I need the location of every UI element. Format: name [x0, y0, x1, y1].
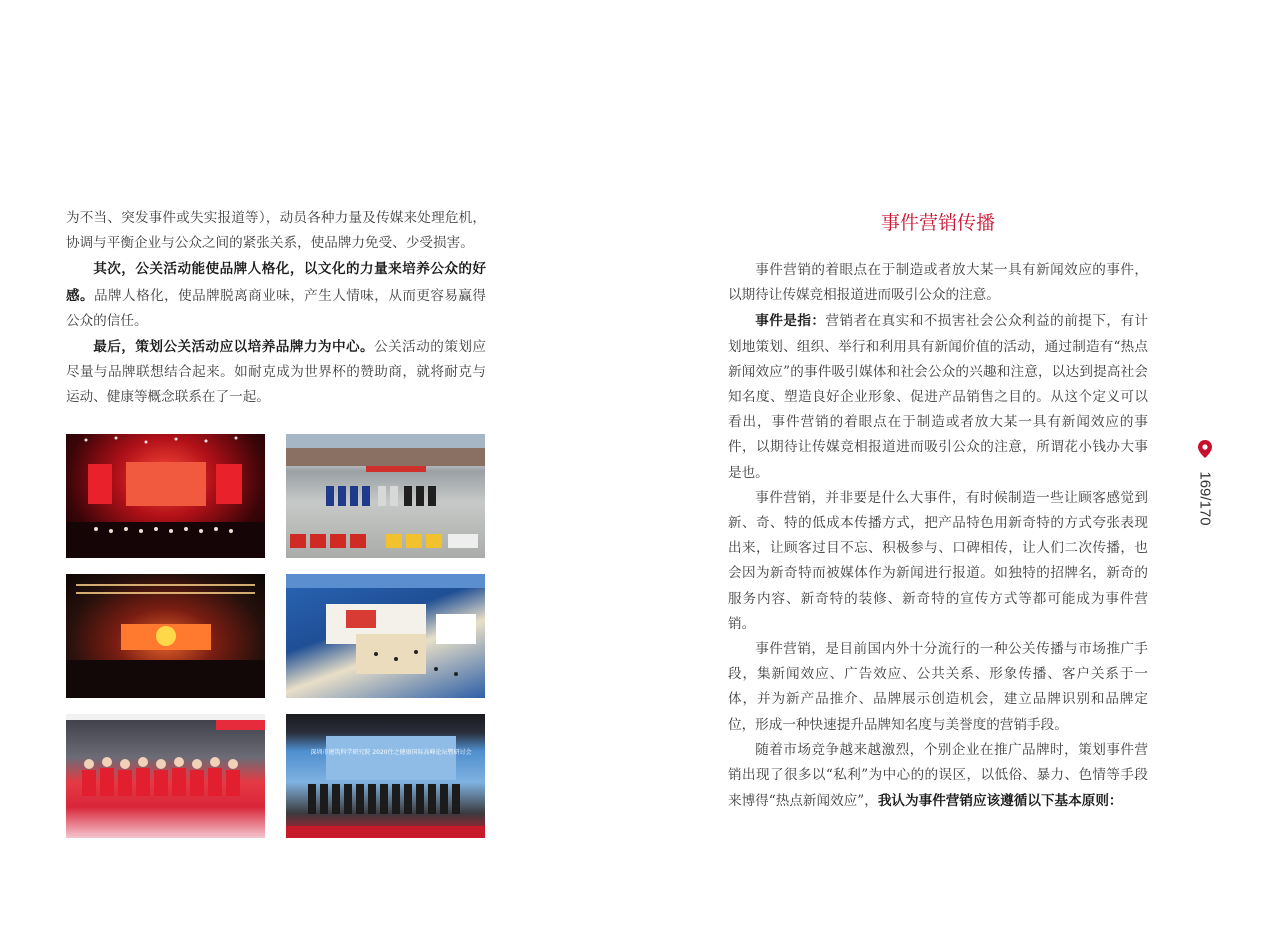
location-pin-icon: [1198, 440, 1212, 458]
right-paragraph-3: 事件营销，并非要是什么大事件，有时候制造一些让顾客感觉到新、奇、特的低成本传播方式，把产品特色用新奇特的方式夸张表现出来，让顾客过目不忘、积极参与、口碑相传，让人们二次传播，也会因为新奇特而被媒体作为新闻进行报道。如独特的招牌名，新奇的服务内容、新奇特的装修、新奇特的宣传方式等都可能成为事件营销。: [728, 489, 1148, 632]
exhibition-hall-photo: [286, 574, 485, 698]
forum-banner-text: 深圳市建筑科学研究院 2020住之健康国际高峰论坛暨研讨会: [310, 749, 472, 756]
concert-stage-photo: [66, 434, 265, 558]
left-paragraph-3-body: 公关活动的策划应尽量与品牌联想结合起来。如耐克成为世界杯的赞助商，就将耐克与运动、健康等概念联系在了一起。: [66, 339, 487, 406]
left-paragraph-2: [66, 256, 486, 334]
right-paragraph-2-lead: 事件是指：: [755, 313, 826, 329]
left-paragraph-3-lead: 最后，策划公关活动应以培养品牌力为中心。: [93, 339, 375, 355]
left-paragraph-2-lead: 其次，公关活动能使品牌人格化，以文化的力量来培养公众的好感。: [66, 261, 486, 303]
right-paragraph-5-body: 随着市场竞争越来越激烈，个别企业在推广品牌时，策划事件营销出现了很多以“私利”为中心的的误区，以低俗、暴力、色情等手段来博得“热点新闻效应”，: [728, 741, 1148, 810]
right-paragraph-4: 事件营销，是目前国内外十分流行的一种公关传播与市场推广手段，集新闻效应、广告效应、公共关系、形象传播、客户关系于一体，并为新产品推介、品牌展示创造机会，建立品牌识别和品牌定位，形成一种快速提升品牌知名度与美誉度的营销手段。: [728, 641, 1148, 733]
team-photo: [66, 714, 265, 838]
page-indicator: [1190, 440, 1220, 530]
gala-stage-photo: [66, 574, 265, 698]
right-paragraph-2-body: 营销者在真实和不损害社会公众利益的前提下，有计划地策划、组织、举行和利用具有新闻价值的活动，通过制造有“热点新闻效应”的事件吸引媒体和社会公众的兴趣和注意，以达到提高社会知名度、塑造良好企业形象、促进产品销售之目的。从这个定义可以看出，事件营销的着眼点在于制造或者放大某一具有新闻效应的事件，以期待让传媒竞相报道进而吸引公众的注意，所谓花小钱办大事是也。: [728, 313, 1149, 481]
right-text-column: [728, 258, 1148, 814]
section-title: 事件营销传播: [880, 213, 995, 234]
ceremony-square-photo: [286, 434, 485, 558]
left-paragraph-2-body: 品牌人格化，使品牌脱离商业味，产生人情味，从而更容易赢得公众的信任。: [66, 287, 487, 329]
left-paragraph-1: 为不当、突发事件或失实报道等），动员各种力量及传媒来处理危机，协调与平衡企业与公众之间的紧张关系，使品牌力免受、少受损害。: [66, 210, 486, 252]
left-text-column: [66, 206, 486, 411]
right-paragraph-1: 事件营销的着眼点在于制造或者放大某一具有新闻效应的事件，以期待让传媒竞相报道进而吸引公众的注意。: [728, 262, 1148, 304]
page-number: 169/170: [1196, 471, 1214, 526]
left-paragraph-3: [66, 334, 486, 411]
right-paragraph-5-conclusion: 我认为事件营销应该遵循以下基本原则：: [877, 793, 1123, 809]
forum-group-photo: [286, 714, 485, 838]
right-paragraph-2: [728, 308, 1148, 485]
right-paragraph-5: [728, 738, 1148, 815]
